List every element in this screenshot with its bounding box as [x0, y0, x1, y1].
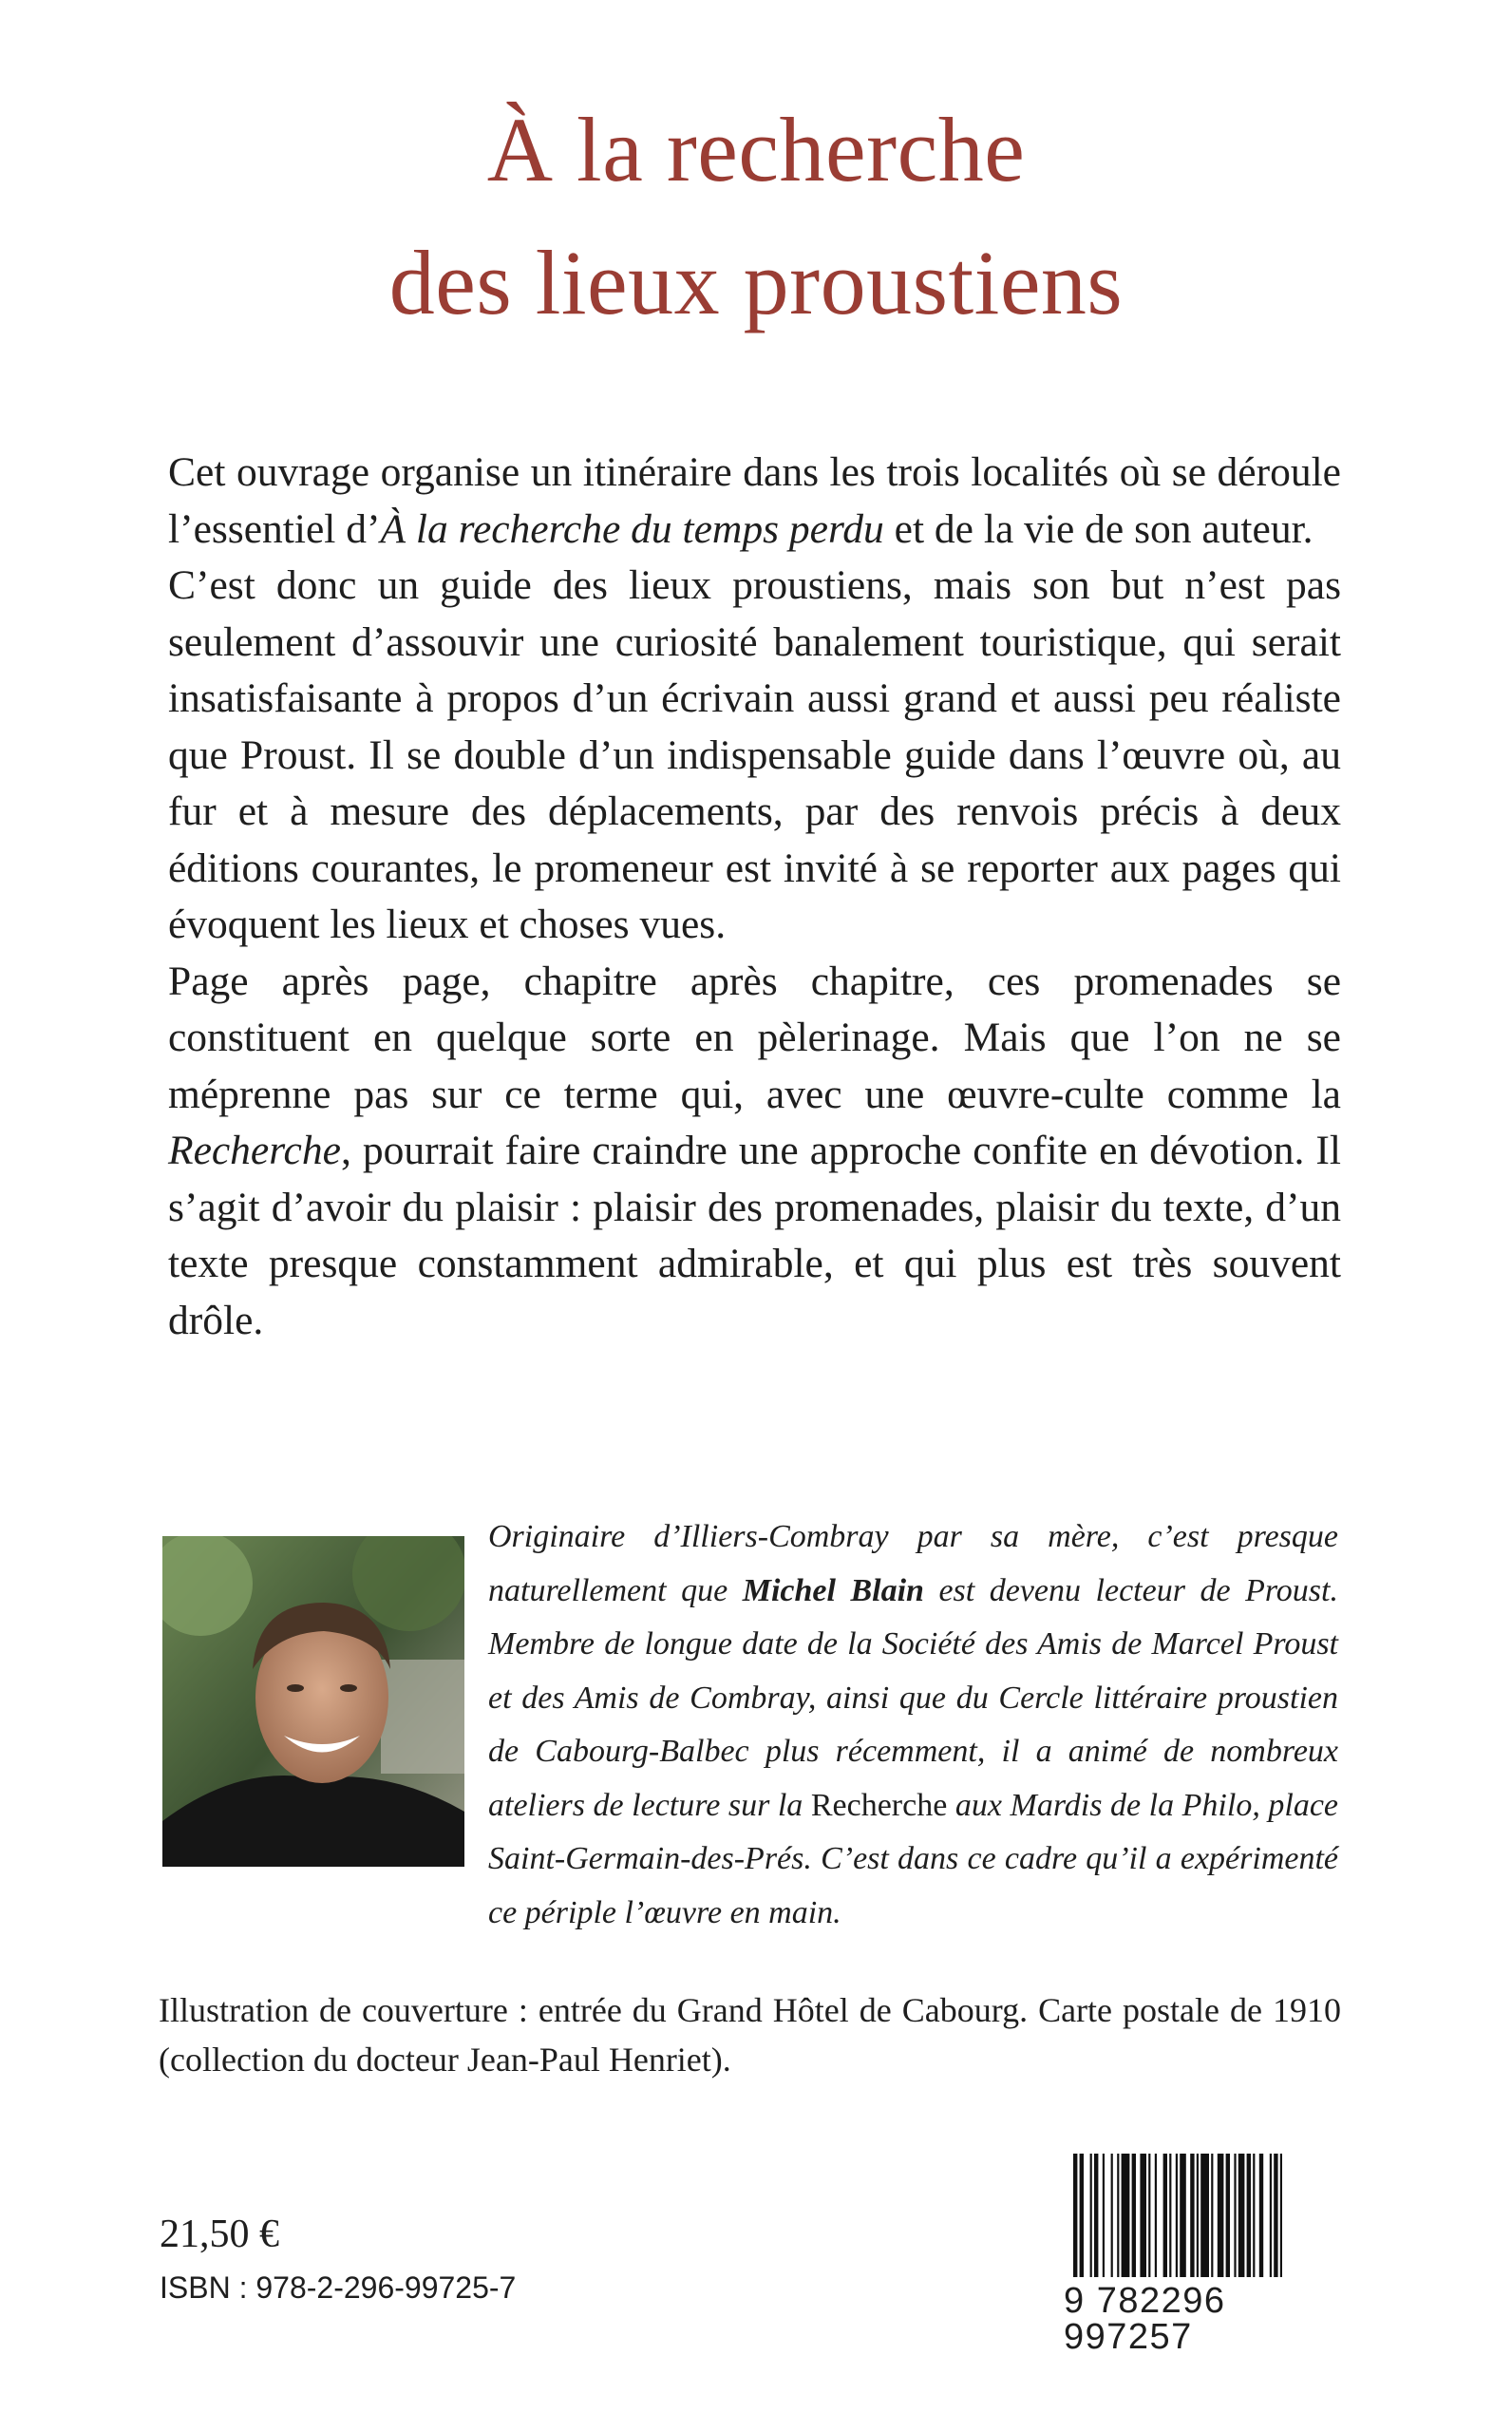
barcode-bar: [1200, 2154, 1209, 2296]
barcode-bar: [1111, 2154, 1113, 2296]
barcode-bar: [1259, 2154, 1263, 2296]
barcode-bar: [1140, 2154, 1146, 2296]
barcode-digits: 9 782296 997257: [1064, 2277, 1349, 2355]
book-title-line-1: À la recherche: [486, 99, 1026, 200]
barcode-bar: [1226, 2154, 1230, 2296]
book-reference: À la recherche du temps perdu: [380, 505, 884, 552]
author-name: Michel Blain: [742, 1572, 924, 1608]
barcode-bar: [1103, 2154, 1105, 2296]
author-photo: [162, 1536, 464, 1867]
barcode-bar: [1270, 2154, 1272, 2296]
barcode-bar: [1253, 2154, 1255, 2296]
barcode-bar: [1163, 2154, 1167, 2296]
book-title-line-2: des lieux proustiens: [388, 232, 1124, 333]
barcode-bar: [1238, 2154, 1245, 2296]
author-biography: Originaire d’Illiers-Combray par sa mère, c’est presque naturellement que Michel Blain est devenu lecteur de Proust. Membre de longue date de la Société des Amis de Marcel Proust et des Amis de Combray, ainsi que du Cercle littéraire proustien de Cabourg-Balbec plus récemment, il a animé de nombreux ateliers de lecture sur la Recherche aux Mardis de la Philo, place Saint-Germain-des-Prés. C’est dans ce cadre qu’il a expérimenté ce périple l’œuvre en main.: [488, 1519, 1338, 1930]
barcode-bar: [1234, 2154, 1236, 2296]
book-reference-short: Recherche: [168, 1128, 341, 1173]
isbn: ISBN : 978-2-296-99725-7: [160, 2270, 517, 2305]
barcode-bar: [1247, 2154, 1251, 2296]
barcode-bar: [1197, 2154, 1199, 2296]
blurb-paragraph-3: Page après page, chapitre après chapitre, ces promenades se constituent en quelque sorte en pèlerinage. Mais que l’on ne se méprenne pas sur ce terme qui, avec une œuvre-culte comme la Recherche, pourrait faire craindre une approche confite en dévotion. Il s’agit d’avoir du plaisir : plaisir des promenades, plaisir du texte, d’un texte presque constamment admirable, et qui plus est très souvent drôle.: [168, 958, 1341, 1343]
barcode-bar: [1148, 2154, 1150, 2296]
blurb-paragraph-1: Cet ouvrage organise un itinéraire dans les trois localités où se déroule l’essentiel d’À la recherche du temps perdu et de la vie de son auteur.: [168, 449, 1341, 552]
barcode-bar: [1211, 2154, 1213, 2296]
barcode-bar: [1169, 2154, 1171, 2296]
price: 21,50 €: [160, 2213, 279, 2256]
barcode-bar: [1274, 2154, 1277, 2296]
back-cover-blurb: [168, 445, 1341, 1349]
barcode-bar: [1132, 2154, 1136, 2296]
barcode-bar: [1117, 2154, 1119, 2296]
barcode-bar: [1090, 2154, 1092, 2296]
barcode-bar: [1122, 2154, 1130, 2296]
blurb-paragraph-2: C’est donc un guide des lieux proustiens, mais son but n’est pas seulement d’assouvir une curiosité banalement touristique, qui serait insatisfaisante à propos d’un écrivain aussi grand et aussi peu réaliste que Proust. Il se double d’un indispensable guide dans l’œuvre où, au fur et à mesure des déplacements, par des renvois précis à deux éditions courantes, le promeneur est invité à se reporter aux pages qui évoquent les lieux et choses vues.: [168, 562, 1341, 947]
cover-illustration-credit: Illustration de couverture : entrée du Grand Hôtel de Cabourg. Carte postale de 1910 (collection du docteur Jean-Paul Henriet).: [159, 1991, 1341, 2079]
barcode-bar: [1190, 2154, 1194, 2296]
barcode-bar: [1218, 2154, 1224, 2296]
barcode-bar: [1094, 2154, 1098, 2296]
barcode-bar: [1155, 2154, 1157, 2296]
